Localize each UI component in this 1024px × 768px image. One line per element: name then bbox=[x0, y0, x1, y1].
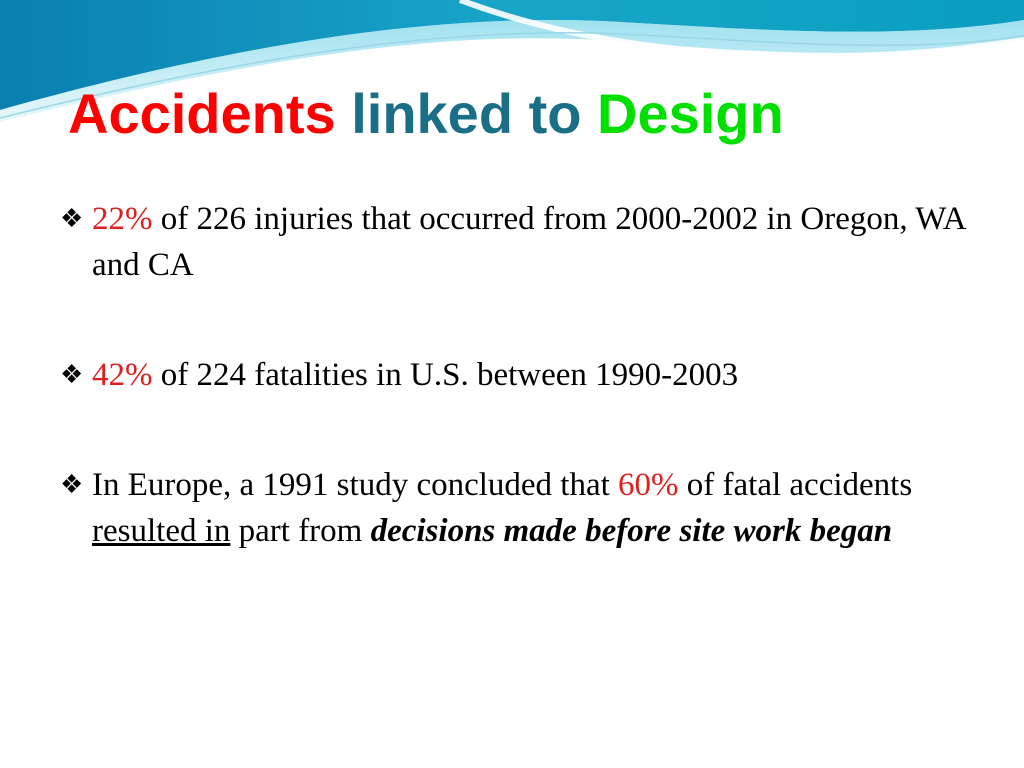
bullet-item-europe-study bbox=[60, 462, 980, 554]
bullet-text: of 224 fatalities in U.S. between 1990-2003 bbox=[152, 357, 739, 393]
bullet-list bbox=[60, 196, 980, 618]
percent-value: 22% bbox=[92, 201, 153, 237]
diamond-bullet-icon: ❖ bbox=[60, 470, 84, 499]
title-word-design: Design bbox=[597, 82, 784, 145]
bullet-text: of 226 injuries that occurred from 2000-2002 in Oregon, WA and CA bbox=[92, 201, 965, 283]
percent-value: 60% bbox=[618, 467, 679, 503]
title-word-linked-to: linked to bbox=[351, 82, 582, 145]
bullet-item-injuries bbox=[60, 196, 980, 288]
bullet-item-fatalities bbox=[60, 352, 980, 398]
underlined-phrase: resulted in bbox=[92, 513, 231, 549]
percent-value: 42% bbox=[92, 357, 153, 393]
emphasis-phrase: decisions made before site work began bbox=[370, 513, 893, 549]
slide-title bbox=[68, 80, 784, 148]
bullet-text-before: In Europe, a 1991 study concluded that bbox=[92, 467, 619, 503]
diamond-bullet-icon: ❖ bbox=[60, 204, 84, 233]
title-word-accidents: Accidents bbox=[68, 82, 336, 145]
bullet-text-after: of fatal accidents bbox=[678, 467, 913, 503]
diamond-bullet-icon: ❖ bbox=[60, 360, 84, 389]
bullet-text-mid: part from bbox=[230, 513, 371, 549]
